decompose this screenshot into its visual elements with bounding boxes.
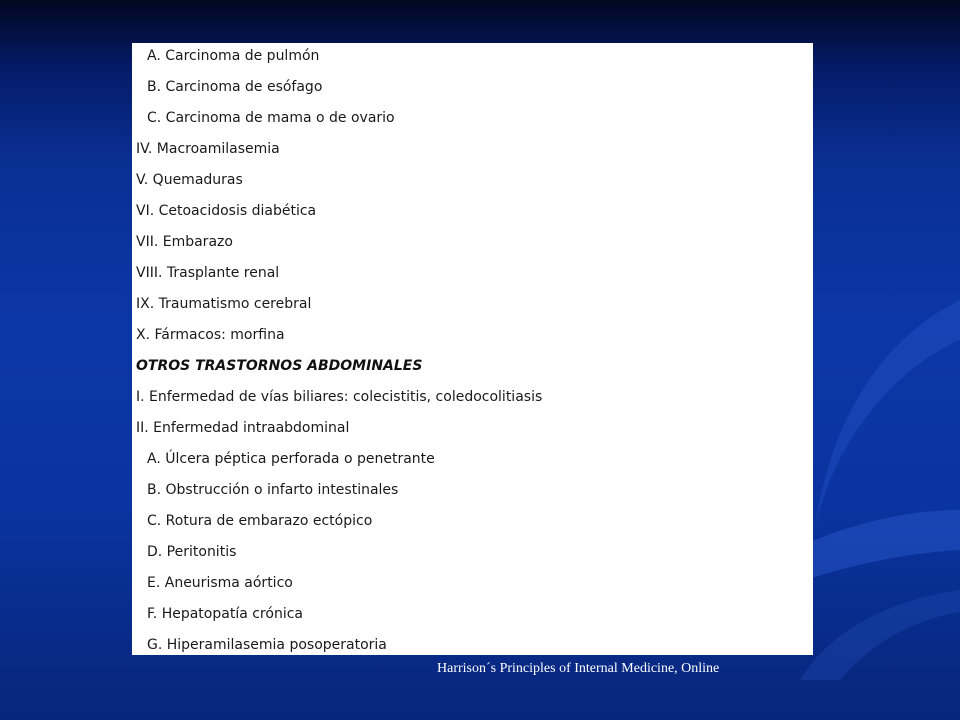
list-item: D. Peritonitis [147, 544, 237, 560]
list-item: A. Úlcera péptica perforada o penetrante [147, 451, 435, 467]
list-item: IX. Traumatismo cerebral [136, 296, 312, 312]
list-item: C. Rotura de embarazo ectópico [147, 513, 373, 529]
source-caption: Harrison´s Principles of Internal Medicine, Online [437, 661, 720, 676]
list-item: IV. Macroamilasemia [136, 141, 280, 157]
list-item: B. Obstrucción o infarto intestinales [147, 482, 399, 498]
list-item: II. Enfermedad intraabdominal [136, 420, 350, 436]
list-item: VIII. Trasplante renal [136, 265, 280, 281]
list-item: B. Carcinoma de esófago [147, 79, 323, 95]
list-item: VI. Cetoacidosis diabética [136, 203, 317, 219]
list-item: A. Carcinoma de pulmón [147, 48, 320, 64]
list-item: X. Fármacos: morfina [136, 327, 285, 343]
section-heading: OTROS TRASTORNOS ABDOMINALES [136, 358, 423, 374]
list-item: E. Aneurisma aórtico [147, 575, 293, 591]
list-item: VII. Embarazo [136, 234, 233, 250]
list-item: C. Carcinoma de mama o de ovario [147, 110, 395, 126]
list-item: I. Enfermedad de vías biliares: colecistitis, coledocolitiasis [136, 389, 543, 405]
document-panel [132, 43, 813, 655]
list-item: V. Quemaduras [136, 172, 243, 188]
list-item: G. Hiperamilasemia posoperatoria [147, 637, 387, 653]
list-item: F. Hepatopatía crónica [147, 606, 303, 622]
